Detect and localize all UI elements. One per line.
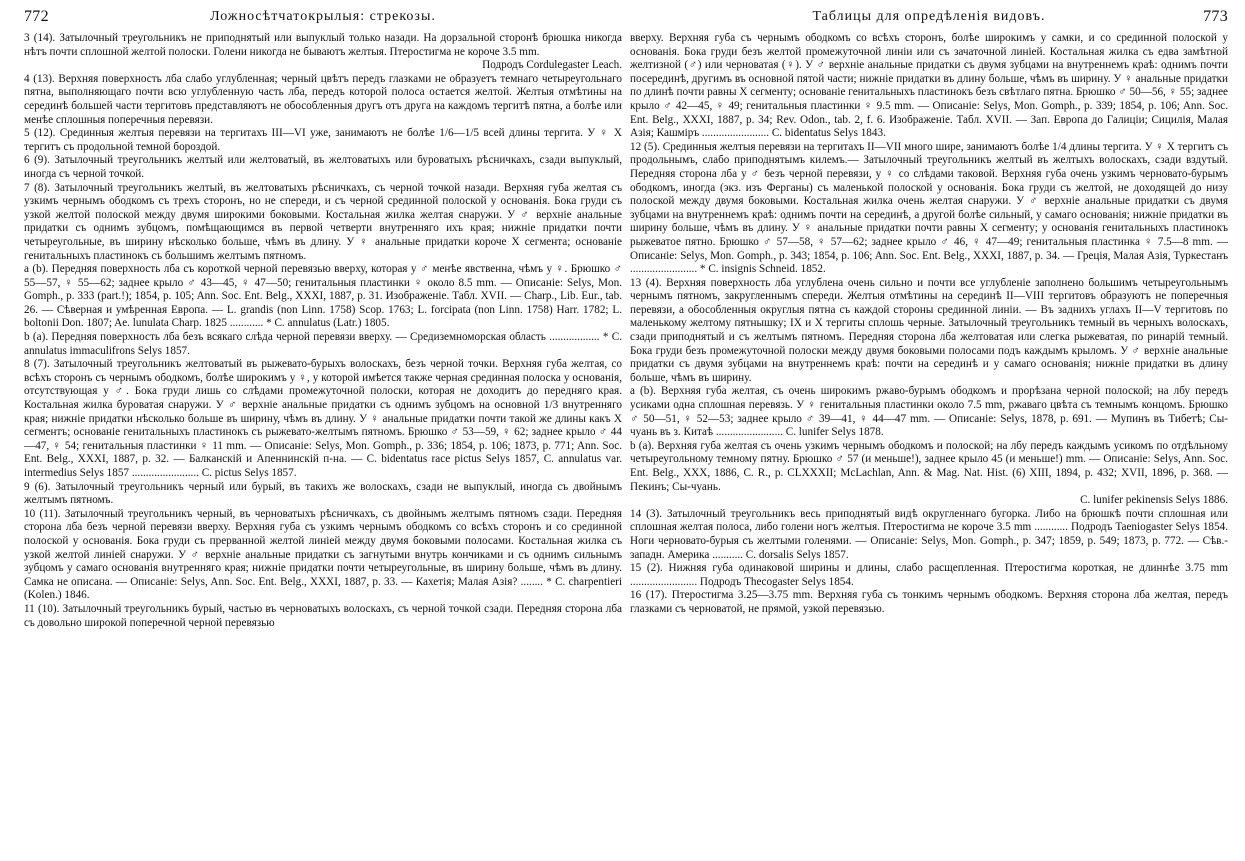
key-couplet: вверху. Верхняя губа съ чернымъ ободкомъ со всѣхъ сторонъ, болѣе широкимъ у самки, и со срединной полоской у основанія. Бока груди безъ желтой промежуточной линіи или съ зачаточной линіей. Костальная жилка съ едва замѣтной желтизной (♂) или черноватая (♀). У ♂ верхніе анальные придатки съ двумя зубцами на внутреннемъ краѣ: однимъ почти посерединѣ, другимъ въ основной пятой части; нижніе придатки въ длину больше, чѣмъ въ ширину. У ♀ анальные придатки по длинѣ почти равны X сегменту; основаніе генитальныхъ пластинокъ безъ свѣтлаго пятна. Брюшко ♂ 50—56, ♀ 55; заднее крыло ♂ 42—45, ♀ 49; генитальныя пластинки ♀ 9.5 mm. — Описаніе: Selys, Mon. Gomph., p. 339; 1854, p. 106; Ann. Soc. Ent. Belg., XXXI, 1887, p. 34; Rev. Odon., tab. 2, f. 6. Изображеніе. Табл. XVII. — Зап. Европа до Галиціи; Сицилія, Малая Азія; Кашміръ ........................ C. bidentatus Selys 1843. bbox=[630, 32, 1228, 140]
key-couplet: 16 (17). Птеростигма 3.25—3.75 mm. Верхняя губа съ тонкимъ чернымъ ободкомъ. Верхняя сторона лба желтая, передъ глазками съ черноватой, не прямой, узкой перевязью. bbox=[630, 589, 1228, 615]
key-couplet: b (a). Верхняя губа желтая съ очень узкимъ чернымъ ободкомъ и полоской; на лбу передъ каждымъ усикомъ по отдѣльному четыреугольному темному пятну. Брюшко ♂ 57 (и меньше!), заднее крыло 45 (и меньше!) mm. — Описаніе: Selys, Ann. Soc. Ent. Belg., XXX, 1886, C. R., p. CLXXXII; McLachlan, Ann. & Mag. Nat. Hist. (6) XIII, 1894, p. 432; XVII, 1896, p. 368. — Пекинъ; Сы-чуань. bbox=[630, 439, 1228, 493]
left-page-body bbox=[24, 32, 622, 630]
key-couplet: 6 (9). Затылочный треугольникъ желтый или желтоватый, въ желтоватыхъ или буроватыхъ рѣсничкахъ, сзади выпуклый, иногда съ черной точкой. bbox=[24, 154, 622, 180]
right-page-header bbox=[630, 8, 1228, 32]
key-couplet: b (a). Передняя поверхность лба безъ всякаго слѣда черной перевязи вверху. — Средиземноморская область .................. * C. annulatus immaculifrons Selys 1857. bbox=[24, 331, 622, 357]
key-couplet: 12 (5). Срединныя желтыя перевязи на тергитахъ II—VII много шире, занимаютъ болѣе 1/4 длины тергита. У ♀ X тергитъ съ продольнымъ, слабо приподнятымъ килемъ.— Затылочный треугольникъ желтый въ желтыхъ волоскахъ, сзади вздутый. Передняя сторона лба у ♂ безъ черной перевязи, у ♀ со слѣдами таковой. Верхняя губа очень узкимъ черновато-бурымъ ободкомъ, иногда (экз. изъ Ферганы) съ маленькой полоской у основанія. Бока груди съ желтой, не доходящей до низу полоской между двумя боковыми. Костальная жилка очень желтая снаружи. У ♂ верхніе анальные придатки съ двумя зубцами на внутреннемъ краѣ: однимъ почти на серединѣ, а другой болѣе сильный, у самаго основанія; нижніе придатки въ ширину больше, чѣмъ въ длину. У ♀ анальные придатки почти равны X сегменту; у основанія генитальныхъ пластинокъ рыжеватое пятно. Брюшко ♂ 57—58, ♀ 57—62; заднее крыло ♂ 46, ♀ 47—49; генитальныя пластинка ♀ 7.5—8 mm. — Описаніе: Selys, Mon. Gomph., p. 343; 1854, p. 106; Ann. Soc. Ent. Belg., XXXI, 1887, p. 34. — Греція, Малая Азія, Туркестанъ ........................ * C. insignis Schneid. 1852. bbox=[630, 140, 1228, 276]
key-couplet: a (b). Передняя поверхность лба съ короткой черной перевязью вверху, которая у ♂ менѣе явственна, чѣмъ у ♀. Брюшко ♂ 55—57, ♀ 55—62; заднее крыло ♂ 43—45, ♀ 47—50; генитальныя пластинки ♀ около 8.5 mm. — Описаніе: Selys, Mon. Gomph., p. 333 (part.!); 1854, p. 105; Ann. Soc. Ent. Belg., XXXI, 1887, p. 31. Изображеніе. Табл. XVII. — Charp., Lib. Eur., tab. 26. — Сѣверная и умѣренная Европа. — L. grandis (non Linn. 1758) Scop. 1763; L. forcipata (non Linn. 1758) Harr. 1782; L. boltonii Don. 1807; Ae. lunulata Charp. 1825 ............ * C. annulatus (Latr.) 1805. bbox=[24, 263, 622, 330]
key-couplet: 14 (3). Затылочный треугольникъ весь приподнятый видѣ округленнаго бугорка. Либо на брюшкѣ почти сплошная или сплошная желтая полоса, либо голени ногъ желтыя. Птеростигма не короче 3.5 mm ............ Подродъ Taeniogaster Selys 1854. Ноги черновато-бурыя съ желтыми голенями. — Описаніе: Selys, Mon. Gomph., p. 347; 1859, p. 549; 1873, p. 772. — Сѣв.-западн. Америка ........... C. dorsalis Selys 1857. bbox=[630, 507, 1228, 561]
running-title: Ложносѣтчатокрылыя: стрекозы. bbox=[210, 9, 436, 24]
key-couplet: 4 (13). Верхняя поверхность лба слабо углубленная; черный цвѣтъ передъ глазками не образуетъ темнаго четыреугольнаго пятна, выполняющаго почти всю углубленную часть лба, передъ которой полоса остается желтой. Желтыя отмѣтины на серединѣ большей части тергитовъ представляютъ не обособленныя другъ отъ друга на каждомъ тергитѣ пятна, а болѣе или менѣе сплошныя поперечныя перевязи. bbox=[24, 72, 622, 126]
page-number: 773 bbox=[1203, 8, 1228, 25]
key-couplet: 11 (10). Затылочный треугольникъ бурый, частью въ черноватыхъ волоскахъ, съ черной точкой сзади. Передняя сторона лба съ довольно широкой поперечной черной перевязью bbox=[24, 602, 622, 629]
key-couplet: 9 (6). Затылочный треугольникъ черный или бурый, въ такихъ же волоскахъ, сзади не выпуклый, иногда съ двойнымъ желтымъ пятномъ. bbox=[24, 480, 622, 507]
page-number: 772 bbox=[24, 8, 49, 25]
key-couplet: 8 (7). Затылочный треугольникъ желтоватый въ рыжевато-бурыхъ волоскахъ, безъ черной точки. Верхняя губа желтая, со всѣхъ сторонъ съ чернымъ ободкомъ, болѣе широкимъ у ♀, у которой имѣется также черная срединная полоска у основанія, отсутствующая у ♂. Бока груди лишь со слѣдами промежуточной полоски, которая не доходитъ до передняго края. Костальная жилка буроватая снаружи. У ♂ верхніе анальные придатки съ однимъ зубцомъ на основной 1/3 внутренняго края; нижніе придатки нѣсколько больше въ ширину, чѣмъ въ длину. У ♀ анальные придатки почти такой же длины какъ X сегментъ; основаніе генитальныхъ пластинокъ съ рыжевато-желтымъ пятномъ. Брюшко ♂ 53—59, ♀ 62; заднее крыло ♂ 44—47, ♀ 54; генитальныя пластинки ♀ 11 mm. — Описаніе: Selys, Mon. Gomph., p. 336; 1854, p. 106; 1873, p. 771; Ann. Soc. Ent. Belg., XXXI, 1887, p. 32. — Балканскій и Апеннинскій п-на. — C. bidentatus race pictus Selys 1857, C. annulatus var. intermedius Selys 1857 ........................ C. pictus Selys 1857. bbox=[24, 358, 622, 479]
key-couplet: 3 (14). Затылочный треугольникъ не приподнятый или выпуклый только назади. На дорзальной сторонѣ брюшка никогда нѣтъ почти сплошной желтой полоски. Голени никогда не бываютъ желтыя. Птеростигма не короче 3.5 mm. bbox=[24, 32, 622, 58]
key-couplet: 13 (4). Верхняя поверхность лба углублена очень сильно и почти все углубленіе заполнено большимъ четыреугольнымъ чернымъ пятномъ, закругленнымъ спереди. Желтыя отмѣтины на серединѣ II—VIII тергитовъ образуютъ не поперечныя перевязи, а обособленныя округлыя пятна съ каждой стороны срединной линіи. — Въ заднихъ углахъ II—V тергитовъ по маленькому желтому пятнышку; IX и X тергиты сплошь черные. Затылочный треугольникъ темный въ черныхъ волоскахъ, сзади приподнятый и съ желтымъ пятномъ. Передняя сторона лба желтоватая или слегка рыжеватая, по ринарій темный. Бока груди безъ промежуточной полоски между двумя боковыми полосами подъ каждымъ крыломъ. У ♂ верхніе анальные придатки съ двумя зубцами на внутреннемъ краѣ: почти на серединѣ и у самаго основанія; нижніе придатки въ длину больше, чѣмъ въ ширину. bbox=[630, 276, 1228, 384]
key-couplet: a (b). Верхняя губа желтая, съ очень широкимъ ржаво-бурымъ ободкомъ и прорѣзана черной полоской; на лбу передъ усиками одна сплошная перевязь. У ♀ генитальныя пластинки около 7.5 mm, ржаваго цвѣта съ темнымъ концомъ. Брюшко ♂ 50—51, ♀ 52—53; заднее крыло ♂ 39—41, ♀ 44—47 mm. — Описаніе: Selys, 1878, p. 691. — Мупинъ въ Тибетѣ; Сы-чуань въ з. Китаѣ ........................ C. lunifer Selys 1878. bbox=[630, 385, 1228, 439]
left-page-header bbox=[24, 8, 622, 32]
right-page-body bbox=[630, 32, 1228, 617]
running-title: Таблицы для опредѣленія видовъ. bbox=[812, 9, 1046, 24]
key-couplet: 10 (11). Затылочный треугольникъ черный, въ черноватыхъ рѣсничкахъ, съ двойнымъ желтымъ пятномъ сзади. Передняя сторона лба безъ черной перевязи вверху. Верхняя губа съ узкимъ чернымъ ободкомъ со всѣхъ сторонъ и со срединной полоской у основанія. Бока груди съ прерванной желтой линіей между двумя боковыми полосами. Костальная жилка съ узкой желтой линіей снаружи. У ♂ верхніе анальные придатки съ загнутыми внутрь кончиками и съ однимъ сильнымъ зубцомъ у самаго основанія внутренняго края; нижніе придатки почти четыреугольные, въ ширину больше, чѣмъ въ длину. Самка не описана. — Описаніе: Selys, Ann. Soc. Ent. Belg., XXXI, 1887, p. 33. — Кахетія; Малая Азія? ........ * C. charpentieri (Kolen.) 1846. bbox=[24, 507, 622, 602]
species-name-line: C. lunifer pekinensis Selys 1886. bbox=[1080, 494, 1228, 507]
key-couplet: 15 (2). Нижняя губа одинаковой ширины и длины, слабо расщепленная. Птеростигма короткая, не длиннѣе 3.75 mm ........................ Подродъ Thecogaster Selys 1854. bbox=[630, 562, 1228, 588]
right-page bbox=[630, 8, 1228, 856]
subgenus-heading: Подродъ Cordulegaster Leach. bbox=[482, 59, 622, 72]
key-couplet: 5 (12). Срединныя желтыя перевязи на тергитахъ III—VI уже, занимаютъ не болѣе 1/6—1/5 всей длины тергита. У ♀ X тергитъ съ продольной темной бороздой. bbox=[24, 127, 622, 153]
key-couplet: 7 (8). Затылочный треугольникъ желтый, въ желтоватыхъ рѣсничкахъ, съ черной точкой назади. Верхняя губа желтая съ узкимъ чернымъ ободкомъ съ трехъ сторонъ, но не спереди, и съ черной срединной полоской у основанія. Бока груди съ узкой желтой полоской между двумя широкими боковыми. Костальная жилка желтая снаружи. У ♂ верхніе анальные придатки съ однимъ зубцомъ, помѣщающимся въ первой четверти внутренняго ихъ края; нижніе придатки почти четыреугольные, въ ширину нѣсколько больше, чѣмъ въ длину. У ♀ анальные придатки короче X сегмента; основаніе генитальныхъ пластинокъ съ большимъ желтымъ пятномъ. bbox=[24, 181, 622, 262]
left-page bbox=[24, 8, 622, 856]
